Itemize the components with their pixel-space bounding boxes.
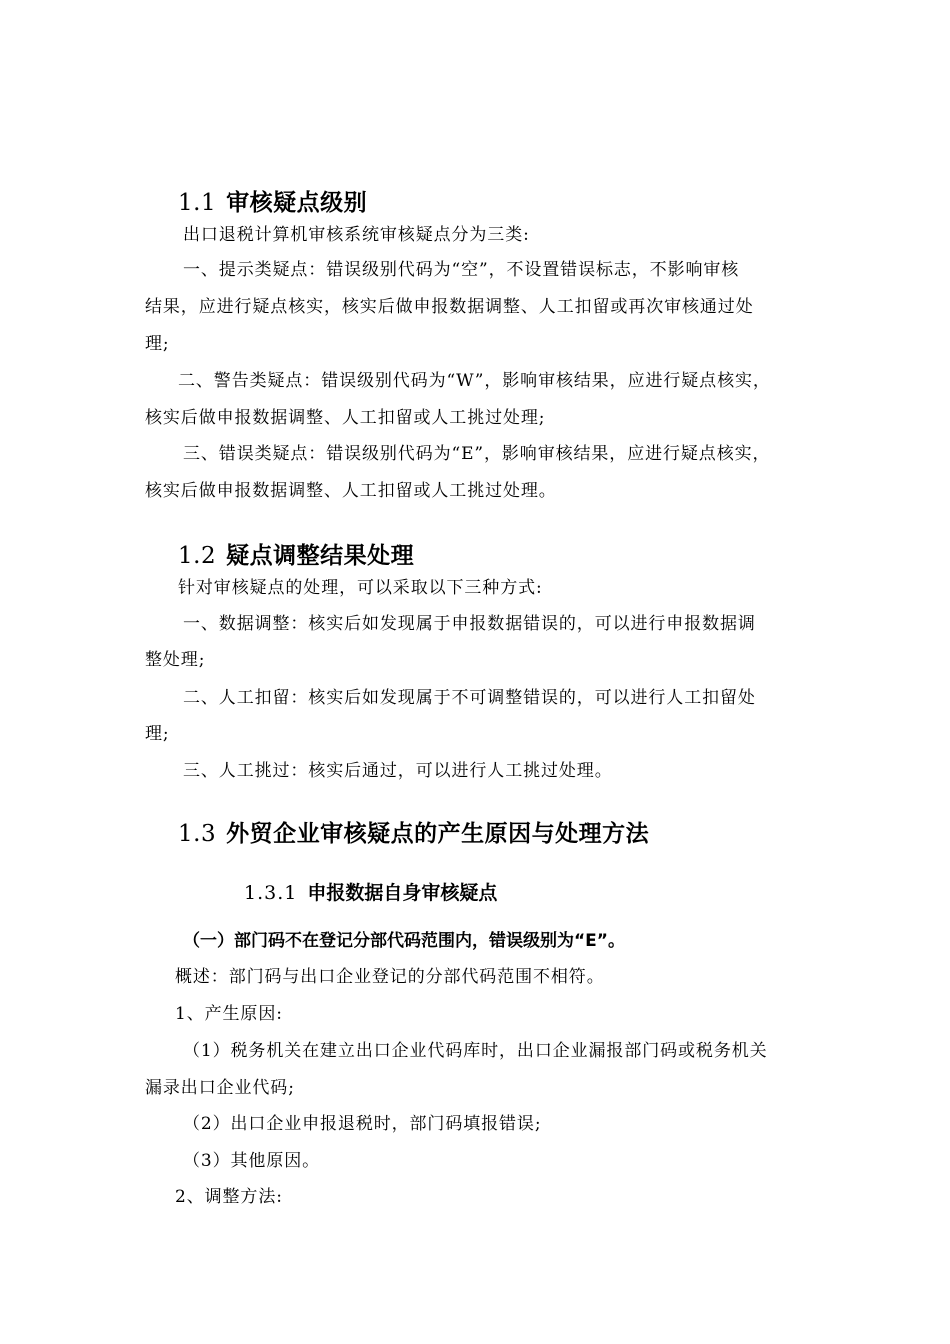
section-heading-1-3 — [178, 815, 649, 848]
subsection-number: 1.3.1 — [244, 882, 298, 904]
section-heading-1-1 — [178, 184, 367, 217]
paragraph-line: 理; — [145, 724, 170, 744]
paragraph-overview: 概述：部门码与出口企业登记的分部代码范围不相符。 — [175, 967, 605, 987]
paragraph-line: 二、人工扣留：核实后如发现属于不可调整错误的，可以进行人工扣留处 — [183, 688, 756, 708]
section-heading-1-2 — [178, 537, 414, 570]
section-number: 1.1 — [178, 190, 217, 216]
section-title: 外贸企业审核疑点的产生原因与处理方法 — [226, 821, 650, 847]
section-title: 疑点调整结果处理 — [226, 543, 415, 569]
paragraph-line: 整处理; — [145, 650, 206, 670]
section-title: 审核疑点级别 — [226, 190, 368, 216]
rule-heading: （一）部门码不在登记分部代码范围内，错误级别为“E”。 — [183, 931, 625, 951]
paragraph-line: 理; — [145, 334, 170, 354]
subsection-title: 申报数据自身审核疑点 — [307, 882, 498, 904]
paragraph-line: 三、人工挑过：核实后通过，可以进行人工挑过处理。 — [183, 761, 613, 781]
paragraph-line: 核实后做申报数据调整、人工扣留或人工挑过处理。 — [145, 481, 557, 501]
paragraph-line: 三、错误类疑点：错误级别代码为“E”，影响审核结果，应进行疑点核实， — [183, 444, 771, 464]
paragraph-line: （1）税务机关在建立出口企业代码库时，出口企业漏报部门码或税务机关 — [183, 1041, 768, 1061]
paragraph-line: （2）出口企业申报退税时，部门码填报错误; — [183, 1114, 542, 1134]
paragraph-line: 漏录出口企业代码; — [145, 1078, 295, 1098]
paragraph-line: 结果，应进行疑点核实，核实后做申报数据调整、人工扣留或再次审核通过处 — [145, 297, 754, 317]
subsection-heading-1-3-1 — [244, 878, 497, 905]
paragraph-line: （3）其他原因。 — [183, 1151, 321, 1171]
paragraph-intro: 针对审核疑点的处理，可以采取以下三种方式: — [178, 578, 543, 598]
paragraph-line: 核实后做申报数据调整、人工扣留或人工挑过处理; — [145, 408, 546, 428]
paragraph-line: 一、数据调整：核实后如发现属于申报数据错误的，可以进行申报数据调 — [183, 614, 756, 634]
paragraph-line: 二、警告类疑点：错误级别代码为“W”，影响审核结果，应进行疑点核实， — [178, 371, 771, 391]
list-heading-causes: 1、产生原因: — [175, 1004, 283, 1024]
list-heading-methods: 2、调整方法: — [175, 1187, 283, 1207]
section-number: 1.3 — [178, 821, 217, 847]
paragraph-intro: 出口退税计算机审核系统审核疑点分为三类: — [183, 225, 530, 245]
paragraph-line: 一、提示类疑点：错误级别代码为“空”，不设置错误标志，不影响审核 — [183, 260, 740, 280]
section-number: 1.2 — [178, 543, 217, 569]
